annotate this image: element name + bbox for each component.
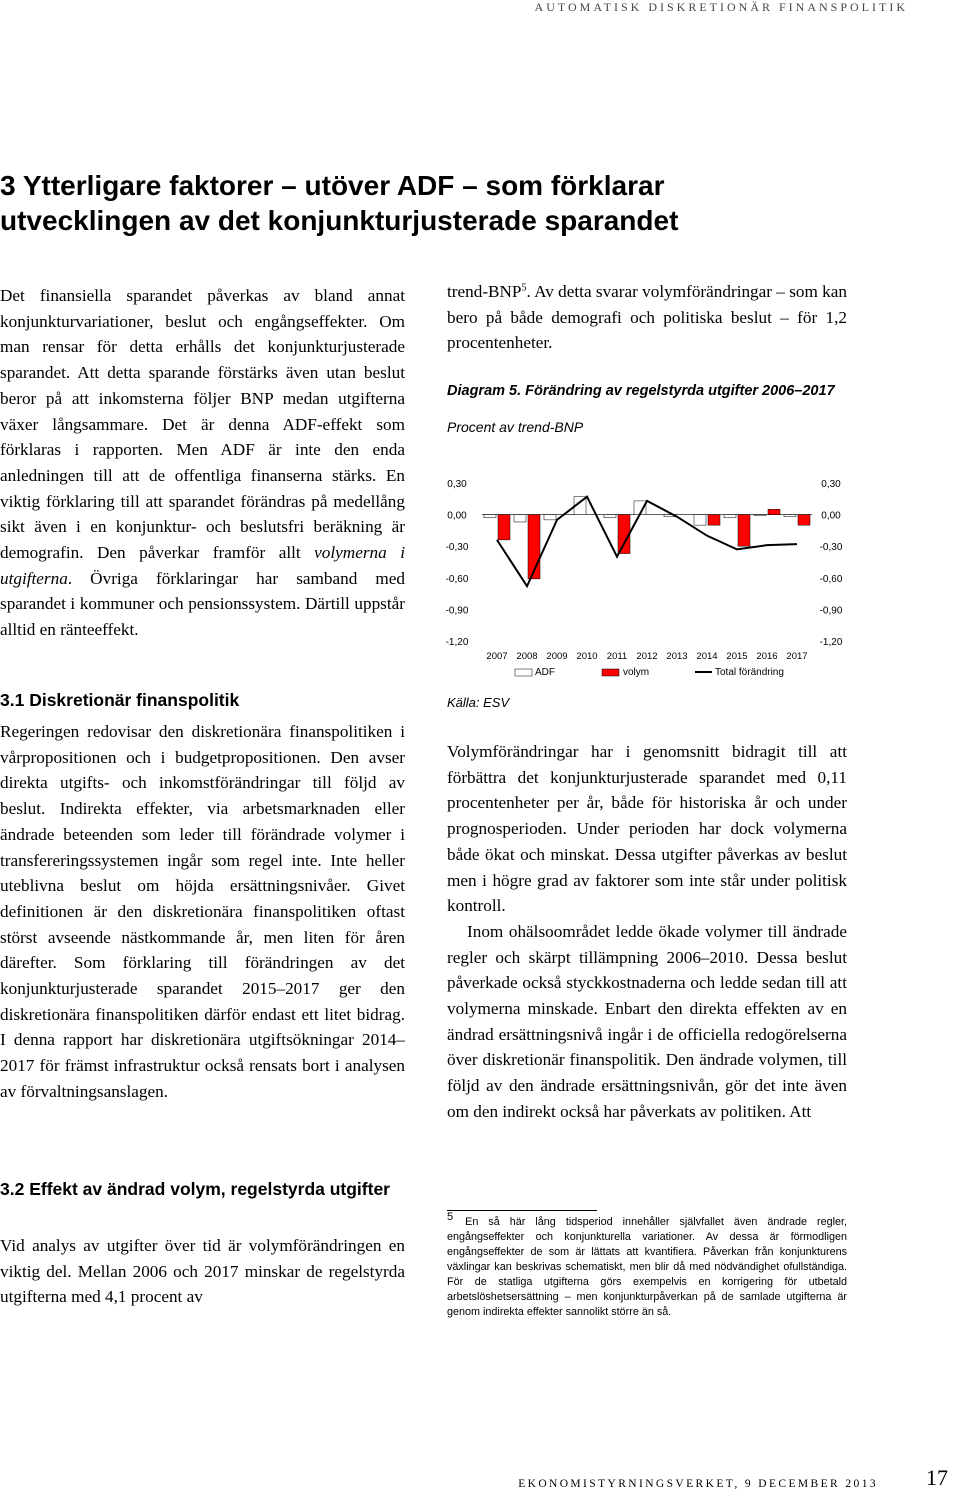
chart-source: Källa: ESV	[447, 695, 510, 710]
legend-swatch-volym	[602, 669, 619, 676]
diagram-5-chart	[440, 465, 860, 690]
x-tick-label: 2013	[666, 651, 688, 662]
volym-bar	[498, 515, 510, 540]
y-tick-label-right: -0,30	[819, 542, 843, 554]
intro-text-end: . Övriga förklaringar har samband med sparandet i kommuner och pensionssystem. Därtill uppstår alltid en ränteeffekt.	[0, 568, 405, 640]
section-3-1-heading: 3.1 Diskretionär finanspolitik	[0, 690, 240, 710]
y-tick-label-right: 0,30	[821, 479, 841, 490]
footnote	[447, 1211, 847, 1320]
legend-label-volym: volym	[623, 667, 650, 678]
chapter-title-line-1: 3 Ytterligare faktorer – utöver ADF – som förklarar	[0, 170, 665, 201]
right-body	[447, 739, 847, 1125]
adf-bar	[724, 515, 736, 518]
x-tick-label: 2017	[786, 651, 808, 662]
adf-bar	[694, 515, 706, 526]
volym-bar	[738, 515, 750, 547]
footnote-text: En så här lång tidsperiod innehåller självfallet även ändrade regler, engångseffekter och konjunkturella variationer. Av dessa är förmodligen engångseffekter de som är lättats att kvantifiera. Påverkan från konjunkturens växlingar kan beskrivas schematiskt, men blir då med nödvändighet ofullständiga. För de statliga utgifterna görs exempelvis en korrigering för utbetald arbetslöshetsersättning – men konjunkturpåverkan på de samlade utgifterna är genom indirekta effekter sannolikt större än så.	[447, 1216, 847, 1318]
right-paragraph-2: Inom ohälsoområdet ledde ökade volymer till ändrade regler och skärpt tillämpning 2006–2010. Dessa beslut påverkade också styckkostnaderna och ledde sedan till att volymerna minskade. Enbart den direkta effekten av en ändrad ersättningsnivå ingår i de officiella redogörelserna över diskretionär finanspolitik. Den ändrade volymen, till följd av den ändrade ersättningsnivån, gör det inte även om den indirekt också har påverkats av politiken. Att	[447, 921, 847, 1121]
x-tick-label: 2014	[696, 651, 718, 662]
section-3-2-paragraph: Vid analys av utgifter över tid är volymförändringen en viktig del. Mellan 2006 och 2017 minskar de regelstyrda utgifterna med 4,1 procent av	[0, 1236, 405, 1307]
adf-bar	[604, 515, 616, 518]
y-tick-label-left: 0,00	[447, 510, 467, 522]
legend-label-total: Total förändring	[715, 667, 784, 678]
x-tick-label: 2011	[606, 651, 628, 662]
right-paragraph-1: Volymförändringar har i genomsnitt bidragit till att förbättra det konjunkturjusterade sparandet med 0,11 procentenheter per år, både för historiska år och under prognosperioden. Under perioden har dock volymerna både ökat och minskat. Dessa utgifter påverkas av beslut men i högre grad av faktorer som inte står under politisk kontroll.	[447, 742, 847, 916]
adf-bar	[484, 515, 496, 518]
right-top-paragraph	[447, 279, 847, 356]
total-forandring-line	[497, 497, 797, 587]
y-tick-label-right: -0,90	[819, 605, 843, 617]
footnote-number: 5	[447, 1211, 454, 1224]
section-3-2-text	[0, 1233, 405, 1310]
diagram-title: Diagram 5. Förändring av regelstyrda utgifter 2006–2017	[447, 383, 835, 399]
volym-bar	[768, 509, 780, 514]
legend-label-adf: ADF	[535, 667, 555, 678]
adf-bar	[514, 515, 526, 522]
x-tick-label: 2016	[756, 651, 778, 662]
footnote-divider	[447, 1210, 597, 1211]
y-tick-label-left: -0,30	[445, 542, 469, 554]
adf-bar	[544, 515, 556, 520]
volym-bar	[798, 515, 810, 526]
page-number: 17	[926, 1465, 948, 1490]
right-top-text: trend-BNP	[447, 282, 522, 301]
x-tick-label: 2007	[486, 651, 508, 662]
chapter-title-line-2: utvecklingen av det konjunkturjusterade sparandet	[0, 205, 679, 236]
adf-bar	[784, 515, 796, 517]
y-tick-label-left: -0,60	[445, 573, 469, 585]
footnote-reference: 5	[521, 282, 527, 294]
intro-paragraph	[0, 283, 405, 643]
x-tick-label: 2012	[636, 651, 658, 662]
section-3-1-paragraph: Regeringen redovisar den diskretionära finanspolitiken i vårpropositionen och i budgetpropositionen. Den avser direkta utgifts- och inkomstförändringar till följd av beslut. Indirekta effekter, via arbetsmarknaden eller ändrade beteenden som leder till förändrade volymer i transfereringssystemen ingår som regel inte. Inte heller uteblivna beslut om höjda ersättningsnivåer. Givet definitionen är den diskretionära finanspolitiken oftast störst avseende nästkommande år, men liten för åren därefter. Som förklaring till förändringen av det konjunkturjusterade sparandet 2015–2017 ger den diskretionära finanspolitiken därför endast ett litet bidrag. I denna rapport har diskretionära utgiftsökningar 2014–2017 för främst infrastruktur också rensats bort i analysen av förvaltningsanslagen.	[0, 722, 405, 1101]
diagram-subtitle: Procent av trend-BNP	[447, 419, 584, 435]
x-tick-label: 2010	[576, 651, 598, 662]
adf-bar	[754, 515, 766, 516]
legend-swatch-adf	[515, 669, 532, 676]
y-tick-label-right: -1,20	[819, 637, 843, 648]
right-top-text-end: . Av detta svarar volymförändringar – som kan bero på både demografi och politiska beslut – för 1,2 procentenheter.	[447, 282, 847, 353]
section-3-2-heading: 3.2 Effekt av ändrad volym, regelstyrda utgifter	[0, 1179, 390, 1199]
intro-emphasis: volymerna i utgifterna	[0, 543, 405, 588]
chapter-title	[0, 168, 900, 238]
footer-org-date: EKONOMISTYRNINGSVERKET, 9 DECEMBER 2013	[518, 1478, 878, 1490]
intro-text: Det finansiella sparandet påverkas av bland annat konjunkturvariationer, beslut och engångseffekter. Om man rensar för detta erhålls det konjunkturjusterade sparandet. Att detta sparande förstärks även utan beslut beror på att inkomsterna följer BNP medan utgifterna växer långsammare. Det är denna ADF-effekt som förklaras i rapporten. Men ADF är inte den enda anledningen till att de offentliga finanserna stärks. En viktig förklaring till att sparandet förändras på medellång sikt även i en konjunktur- och beslutsfri beräkning är demografin. Den påverkar framför allt	[0, 286, 405, 563]
section-3-1-text	[0, 719, 405, 1105]
y-tick-label-right: -0,60	[819, 573, 843, 585]
y-tick-label-left: -0,90	[445, 605, 469, 617]
y-tick-label-left: -1,20	[445, 637, 469, 648]
x-tick-label: 2009	[546, 651, 568, 662]
volym-bar	[708, 515, 720, 526]
y-tick-label-left: 0,30	[447, 479, 467, 490]
x-tick-label: 2008	[516, 651, 538, 662]
x-tick-label: 2015	[726, 651, 748, 662]
y-tick-label-right: 0,00	[821, 510, 841, 522]
running-header: AUTOMATISK DISKRETIONÄR FINANSPOLITIK	[534, 0, 908, 14]
